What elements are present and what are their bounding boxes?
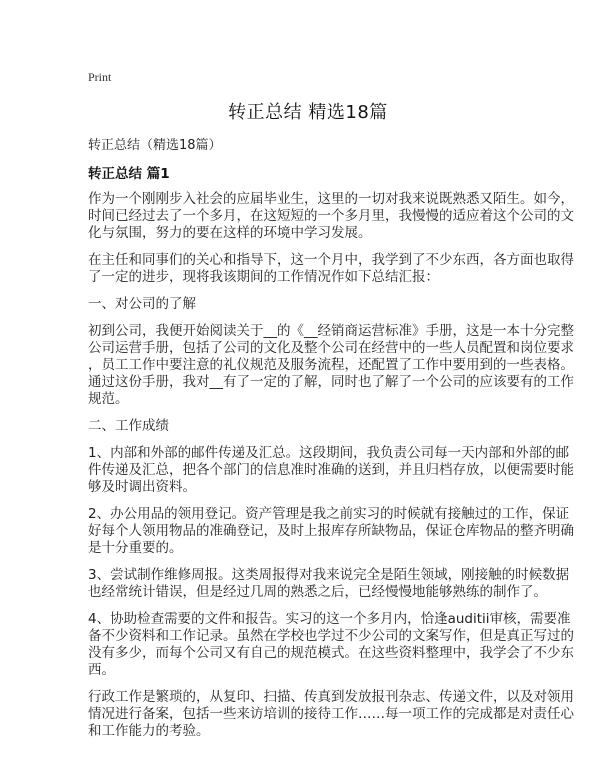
- document-subtitle: 转正总结（精选18篇）: [88, 138, 222, 153]
- paragraph: [88, 296, 528, 313]
- paragraph: [88, 506, 574, 557]
- paragraph: [88, 418, 528, 435]
- text-line: 3、尝试制作维修周报。这类周报得对我来说完全是陌生领域，刚接触的时候数据: [88, 567, 570, 583]
- text-line: 是十分重要的。: [88, 540, 183, 556]
- paragraph: [88, 445, 574, 496]
- document-title: 转正总结 精选18篇: [228, 102, 388, 123]
- text-line: 没有多少，而每个公司又有自己的规范模式。在这些资料整理中，我学会了不少东: [88, 645, 574, 661]
- print-label[interactable]: Print: [88, 70, 112, 84]
- text-line: 一、对公司的了解: [88, 296, 196, 312]
- text-line: 也经常统计错误，但是经过几周的熟悉之后，已经慢慢地能够熟练的制作了。: [88, 584, 547, 600]
- paragraph: [88, 323, 574, 408]
- text-line: 初到公司，我便开始阅读关于__的《__经销商运营标准》手册，这是一本十分完整: [88, 323, 574, 339]
- text-line: 2、办公用品的领用登记。资产管理是我之前实习的时候就有接触过的工作，保证: [88, 506, 570, 522]
- text-line: 够及时调出资料。: [88, 479, 196, 495]
- text-line: 备不少资料和工作记录。虽然在学校也学过不少公司的文案写作，但是真正写过的: [88, 628, 574, 644]
- text-line: 规范。: [88, 391, 129, 407]
- text-line: 4、协助检查需要的文件和报告。实习的这一个多月内，恰逢auditii审核，需要准: [88, 611, 571, 627]
- text-line: 1、内部和外部的邮件传递及汇总。这段期间，我负责公司每一天内部和外部的邮: [88, 445, 570, 461]
- text-line: 在主任和同事们的关心和指导下，这一个月中，我学到了不少东西，各方面也取得: [88, 252, 574, 268]
- text-line: 通过这份手册，我对__有了一定的了解，同时也了解了一个公司的应该要有的工作: [88, 374, 574, 390]
- text-line: 二、工作成绩: [88, 418, 169, 434]
- paragraph: [88, 689, 574, 740]
- document-body: [88, 191, 574, 740]
- text-line: 和工作能力的考验。: [88, 723, 210, 739]
- paragraph: [88, 252, 574, 286]
- text-line: ，员工工作中要注意的礼仪规范及服务流程，还配置了工作中要用到的一些表格。: [88, 357, 574, 373]
- text-line: 了一定的进步，现将我该期间的工作情况作如下总结汇报：: [88, 269, 439, 285]
- text-line: 公司运营手册，包括了公司的文化及整个公司在经营中的一些人员配置和岗位要求: [88, 340, 574, 356]
- text-line: 件传递及汇总，把各个部门的信息准时准确的送到，并且归档存放，以便需要时能: [88, 462, 574, 478]
- text-line: 西。: [88, 662, 115, 678]
- text-line: 好每个人领用物品的准确登记，及时上报库存所缺物品，保证仓库物品的整齐明确: [88, 523, 574, 539]
- paragraph: [88, 191, 574, 242]
- text-line: 作为一个刚刚步入社会的应届毕业生，这里的一切对我来说既熟悉又陌生。如今，: [88, 191, 574, 207]
- paragraph: [88, 611, 574, 679]
- document-page: [88, 70, 574, 750]
- text-line: 情况进行备案，包括一些来访培训的接待工作……每一项工作的完成都是对责任心: [88, 706, 574, 722]
- paragraph: [88, 567, 570, 601]
- text-line: 时间已经过去了一个多月，在这短短的一个多月里，我慢慢的适应着这个公司的文: [88, 208, 574, 224]
- text-line: 化与氛围，努力的要在这样的环境中学习发展。: [88, 225, 372, 241]
- text-line: 行政工作是繁琐的，从复印、扫描、传真到发放报刊杂志、传递文件，以及对领用: [88, 689, 574, 705]
- section-heading: 转正总结 篇1: [88, 166, 170, 182]
